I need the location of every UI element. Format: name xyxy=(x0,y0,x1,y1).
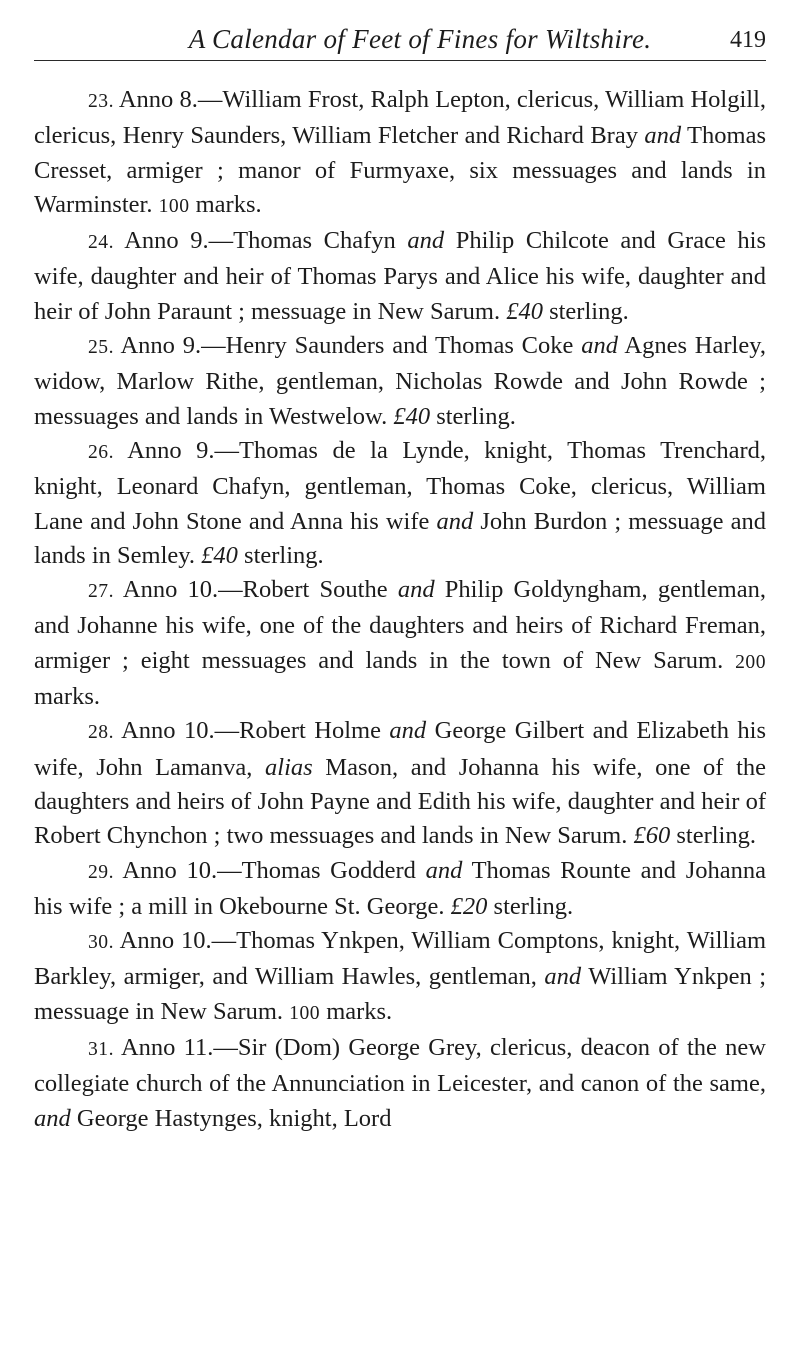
entry-number: 30. xyxy=(88,932,114,954)
entry-text: sterling. xyxy=(237,541,324,569)
italic-text: and xyxy=(436,507,474,535)
entry-number: 25. xyxy=(88,337,114,359)
entry-text: Anno 9.—Thomas de la Lynde, knight, Thomas Trenchard, knight, Leonard Chafyn, gentleman, Thomas Coke, clericus, William Lane and John Stone and Anna his wife xyxy=(34,436,767,535)
entry-text: Anno 11.—Sir (Dom) George Grey, clericus, deacon of the new collegiate church of the Annunciation in Leicester, and canon of the same, xyxy=(34,1034,766,1098)
entry-number: 26. xyxy=(88,441,114,463)
entry-text: Thomas Rounte and Johanna his wife ; a mill in Okebourne St. George. xyxy=(34,856,766,920)
entry-text: Anno 10.—Thomas Godderd xyxy=(122,856,426,884)
amount-marks: 100 xyxy=(289,1002,321,1024)
entry-text: sterling. xyxy=(430,402,516,430)
entry-text: marks. xyxy=(189,190,262,218)
entry-number: 29. xyxy=(88,861,114,883)
entry xyxy=(34,83,766,224)
entry xyxy=(34,434,766,573)
page-number: 419 xyxy=(730,27,766,53)
entries-list xyxy=(34,83,766,1136)
italic-text: and xyxy=(544,963,582,991)
amount-marks: 200 xyxy=(735,651,766,673)
entry-text: Anno 10.—Robert Southe xyxy=(122,576,398,604)
entry-text: sterling. xyxy=(542,297,629,325)
italic-text: and xyxy=(397,576,435,604)
entry-number: 28. xyxy=(88,722,114,744)
entry-text: John Burdon ; messuage and lands in Semley. xyxy=(34,507,766,569)
entry xyxy=(34,224,766,329)
entry-text: Agnes Harley, widow, Marlow Rithe, gentleman, Nicholas Rowde and John Rowde ; messuages and lands in Westwelow. xyxy=(34,332,766,430)
entry-text: marks. xyxy=(320,997,393,1025)
amount-sterling: £20 xyxy=(450,892,488,920)
entry-text: Anno 9.—Henry Saunders and Thomas Coke xyxy=(120,332,582,360)
entry xyxy=(34,329,766,434)
entry-text: sterling. xyxy=(670,822,756,850)
running-title: A Calendar of Feet of Fines for Wiltshire. xyxy=(188,24,652,54)
italic-text: and xyxy=(389,717,427,745)
amount-sterling: £40 xyxy=(506,297,543,325)
entry-text: sterling. xyxy=(487,892,574,920)
entry xyxy=(34,854,766,925)
italic-text: and xyxy=(407,227,445,255)
italic-text: and xyxy=(34,1104,71,1132)
amount-sterling: £40 xyxy=(201,541,238,569)
italic-text: alias xyxy=(265,753,313,781)
entry-text: Anno 10.—Robert Holme xyxy=(121,717,390,745)
italic-text: and xyxy=(581,332,618,360)
amount-marks: 100 xyxy=(158,195,190,217)
entry-text: Anno 9.—Thomas Chafyn xyxy=(124,227,408,255)
entry-text: Philip Chilcote and Grace his wife, daughter and heir of Thomas Parys and Alice his wife, daughter and heir of John Paraunt ; messuage in New Sarum. xyxy=(34,227,767,325)
entry-text: William Ynkpen ; messuage in New Sarum. xyxy=(34,963,766,1025)
entry xyxy=(34,573,766,714)
amount-sterling: £40 xyxy=(393,402,431,430)
italic-text: and xyxy=(644,122,682,150)
entry-text: Anno 8.—William Frost, Ralph Lepton, clericus, William Holgill, clericus, Henry Saunders, William Fletcher and Richard Bray xyxy=(34,86,767,150)
amount-sterling: £60 xyxy=(633,822,671,850)
entry-number: 23. xyxy=(88,91,114,112)
entry xyxy=(34,924,766,1031)
entry-number: 27. xyxy=(88,581,114,603)
entry xyxy=(34,1031,766,1136)
entry xyxy=(34,714,766,853)
italic-text: and xyxy=(425,856,463,884)
entry-text: George Gilbert and Elizabeth his wife, John Lamanva, xyxy=(34,717,766,781)
entry-text: Anno 10.—Thomas Ynkpen, William Comptons, knight, William Barkley, armiger, and William Hawles, gentleman, xyxy=(34,927,767,991)
entry-text: George Hastynges, knight, Lord xyxy=(70,1104,392,1132)
entry-text: marks. xyxy=(34,683,100,711)
entry-text: Philip Goldyngham, gentleman, and Johanne his wife, one of the daughters and heirs of Richard Freman, armiger ; eight messuages and lands in the town of New Sarum. xyxy=(34,576,766,674)
entry-number: 24. xyxy=(88,232,114,254)
entry-number: 31. xyxy=(88,1039,114,1061)
entry-text: Thomas Cresset, armiger ; manor of Furmyaxe, six messuages and lands in Warminster. xyxy=(34,122,766,218)
entry-text: Mason, and Johanna his wife, one of the daughters and heirs of John Payne and Edith his wife, daughter and heir of Robert Chynchon ; two messuages and lands in New Sarum. xyxy=(34,753,766,850)
book-page xyxy=(34,14,766,1136)
running-head xyxy=(34,14,766,61)
